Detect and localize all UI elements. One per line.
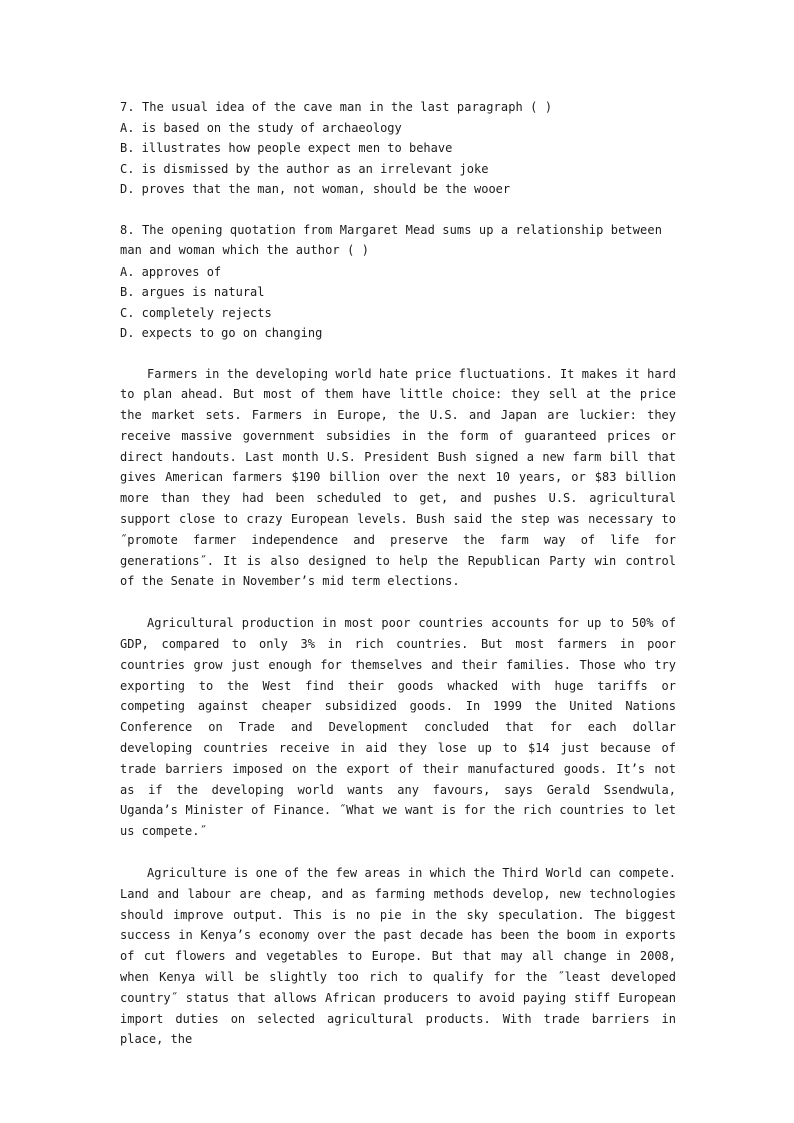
- question-7-option-b: B. illustrates how people expect men to behave: [120, 141, 453, 155]
- question-8-stem: 8. The opening quotation from Margaret Mead sums up a relationship between man and woman which the author ( ): [120, 222, 663, 257]
- question-8-option-c: C. completely rejects: [120, 305, 272, 320]
- question-7-option-a: A. is based on the study of archaeology: [120, 120, 402, 135]
- passage-paragraph-3: Agriculture is one of the few areas in which the Third World can compete. Land and labour are cheap, and as farming methods develop, new technologies should improve output. This is no pie in the sky speculation. The biggest success in Kenya’s economy over the past decade has been the boom in exports of cut flowers and vegetables to Europe. But that may all change in 2008, when Kenya will be slightly too rich to qualify for the ˝least developed country˝ status that allows African producers to avoid paying stiff European import duties on selected agricultural products. With trade barriers in place, the: [120, 866, 676, 1047]
- question-7-stem: 7. The usual idea of the cave man in the last paragraph ( ): [120, 100, 553, 114]
- question-8-option-a: A. approves of: [120, 264, 222, 279]
- question-8-option-d: D. expects to go on changing: [120, 326, 323, 340]
- question-7-option-c: C. is dismissed by the author as an irrelevant joke: [120, 161, 489, 176]
- reading-passage: [120, 364, 676, 1051]
- question-8-option-b: B. argues is natural: [120, 285, 265, 299]
- question-7: [120, 97, 676, 200]
- question-8: [120, 220, 676, 344]
- passage-paragraph-1: Farmers in the developing world hate price fluctuations. It makes it hard to plan ahead. But most of them have little choice: they sell at the price the market sets. Farmers in Europe, the U.S. and Japan are luckier: they receive massive government subsidies in the form of guaranteed prices or direct handouts. Last month U.S. President Bush signed a new farm bill that gives American farmers $190 billion over the next 10 years, or $83 billion more than they had been scheduled to get, and pushes U.S. agricultural support close to crazy European levels. Bush said the step was necessary to ˝promote farmer independence and preserve the farm way of life for generations˝. It is also designed to help the Republican Party win control of the Senate in November’s mid term elections.: [120, 366, 676, 589]
- passage-paragraph-2: Agricultural production in most poor countries accounts for up to 50% of GDP, compared to only 3% in rich countries. But most farmers in poor countries grow just enough for themselves and their families. Those who try exporting to the West find their goods whacked with huge tariffs or competing against cheaper subsidized goods. In 1999 the United Nations Conference on Trade and Development concluded that for each dollar developing countries receive in aid they lose up to $14 just because of trade barriers imposed on the export of their manufactured goods. It’s not as if the developing world wants any favours, says Gerald Ssendwula, Uganda’s Minister of Finance. ˝What we want is for the rich countries to let us compete.˝: [120, 616, 676, 839]
- question-7-option-d: D. proves that the man, not woman, should be the wooer: [120, 182, 511, 196]
- document-page: [120, 97, 676, 1071]
